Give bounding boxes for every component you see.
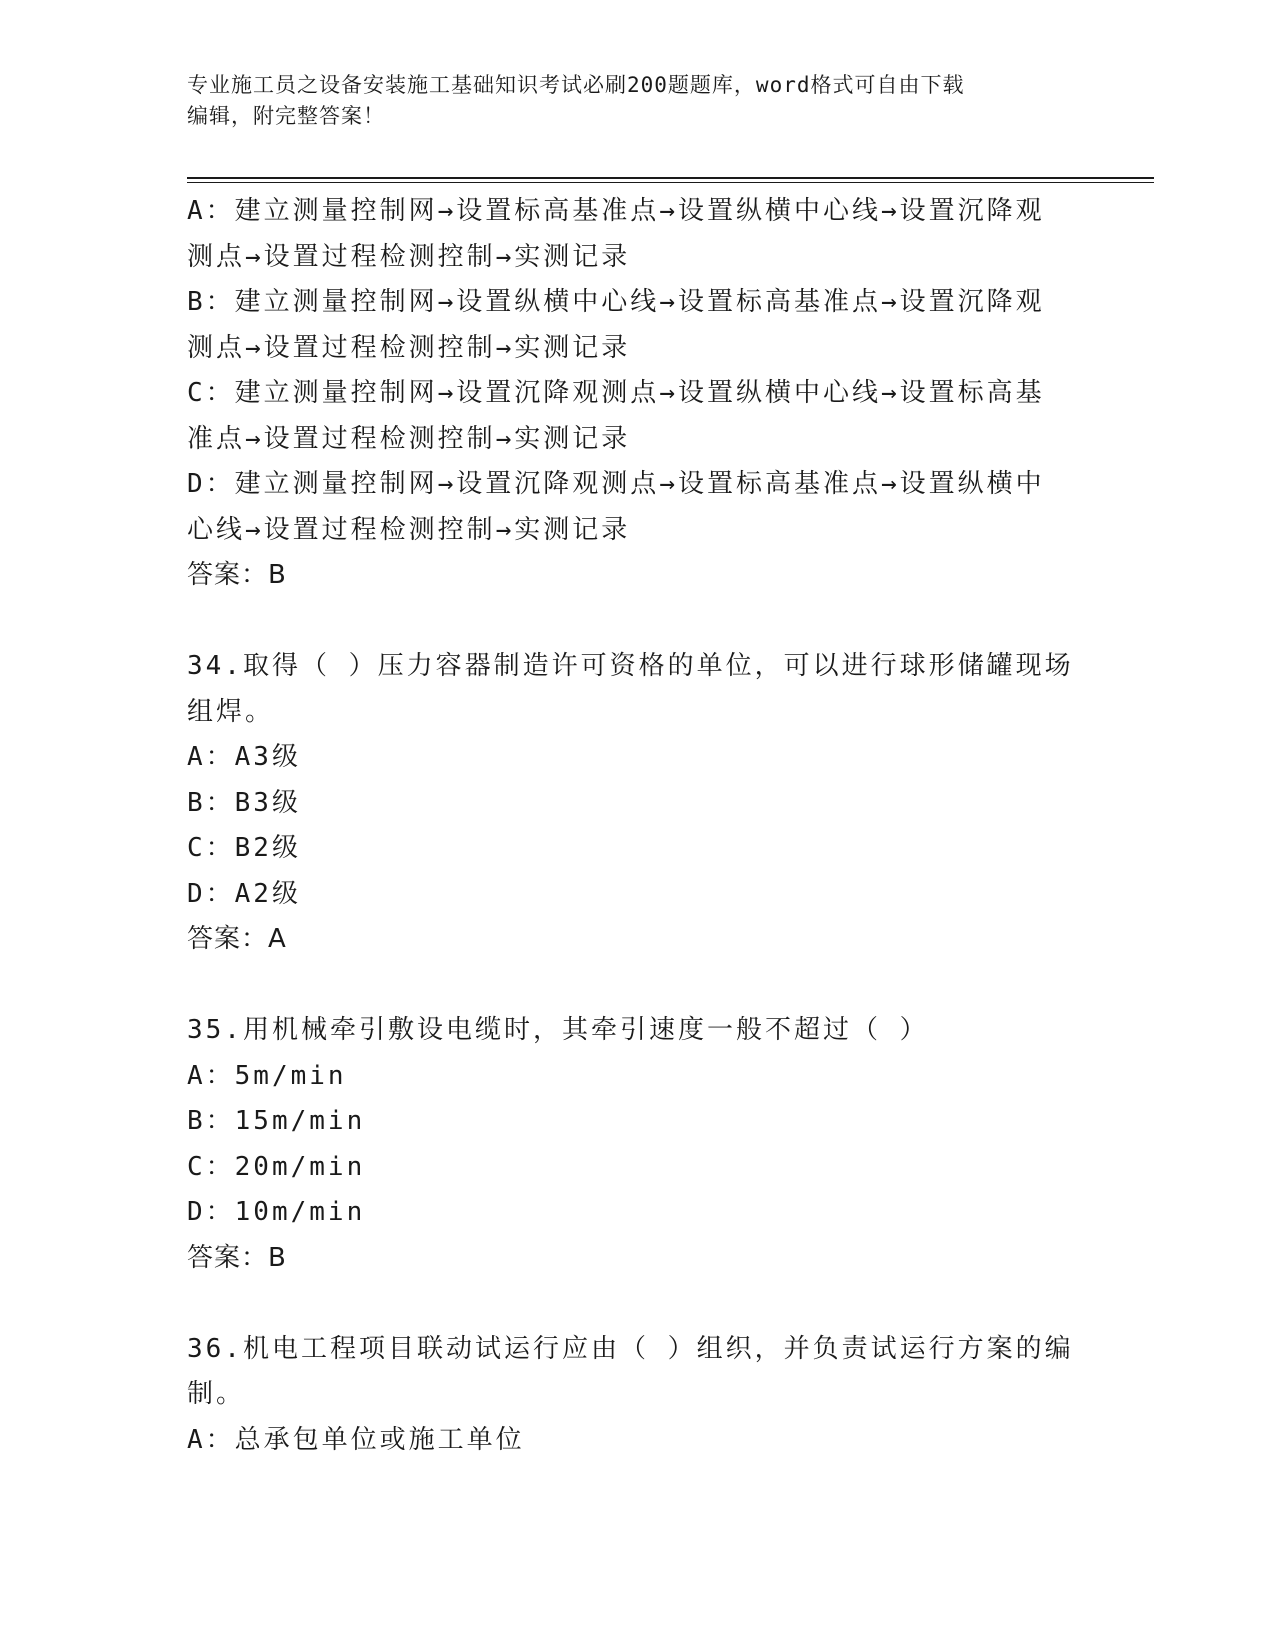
header-divider-thin <box>187 182 1154 183</box>
question-stem: 35.用机械牵引敷设电缆时，其牵引速度一般不超过（ ） <box>187 1015 929 1045</box>
option-a-line-1: A：建立测量控制网→设置标高基准点→设置纵横中心线→设置沉降观 <box>187 196 1045 226</box>
answer: 答案：A <box>187 924 287 954</box>
option-a: A：A3级 <box>187 742 301 772</box>
question-stem-line-1: 36.机电工程项目联动试运行应由（ ）组织，并负责试运行方案的编 <box>187 1333 1074 1364</box>
option-b-line-2: 测点→设置过程检测控制→实测记录 <box>187 332 631 363</box>
question-33 <box>187 189 1087 599</box>
header-line-2: 编辑，附完整答案！ <box>187 104 385 128</box>
option-d-line-2: 心线→设置过程检测控制→实测记录 <box>187 514 631 545</box>
question-36 <box>187 1327 1087 1464</box>
question-stem-line-1: 34.取得（ ）压力容器制造许可资格的单位，可以进行球形储罐现场 <box>187 651 1074 681</box>
option-c: C：B2级 <box>187 833 301 863</box>
option-c-line-2: 准点→设置过程检测控制→实测记录 <box>187 423 631 454</box>
option-c: C：20m/min <box>187 1151 366 1182</box>
header-line-1: 专业施工员之设备安装施工基础知识考试必刷200题题库，word格式可自由下载 <box>187 73 965 97</box>
option-b-line-1: B：建立测量控制网→设置纵横中心线→设置标高基准点→设置沉降观 <box>187 287 1045 317</box>
question-stem-line-2: 组焊。 <box>187 696 275 727</box>
question-content <box>187 189 1087 1463</box>
answer: 答案：B <box>187 1242 287 1273</box>
document-header <box>187 70 1087 132</box>
spacer <box>187 963 1087 1009</box>
spacer <box>187 1281 1087 1327</box>
option-a: A：总承包单位或施工单位 <box>187 1424 525 1455</box>
spacer <box>187 599 1087 645</box>
option-b: B：B3级 <box>187 787 301 818</box>
option-a-line-2: 测点→设置过程检测控制→实测记录 <box>187 241 631 272</box>
option-c-line-1: C：建立测量控制网→设置沉降观测点→设置纵横中心线→设置标高基 <box>187 378 1045 408</box>
question-stem-line-2: 制。 <box>187 1379 246 1409</box>
option-a: A：5m/min <box>187 1060 347 1091</box>
answer: 答案：B <box>187 560 287 590</box>
option-d: D：10m/min <box>187 1197 366 1227</box>
option-b: B：15m/min <box>187 1106 366 1136</box>
question-35 <box>187 1008 1087 1281</box>
option-d-line-1: D：建立测量控制网→设置沉降观测点→设置标高基准点→设置纵横中 <box>187 469 1045 499</box>
option-d: D：A2级 <box>187 878 301 909</box>
question-34 <box>187 644 1087 963</box>
header-divider-thick <box>187 177 1154 179</box>
